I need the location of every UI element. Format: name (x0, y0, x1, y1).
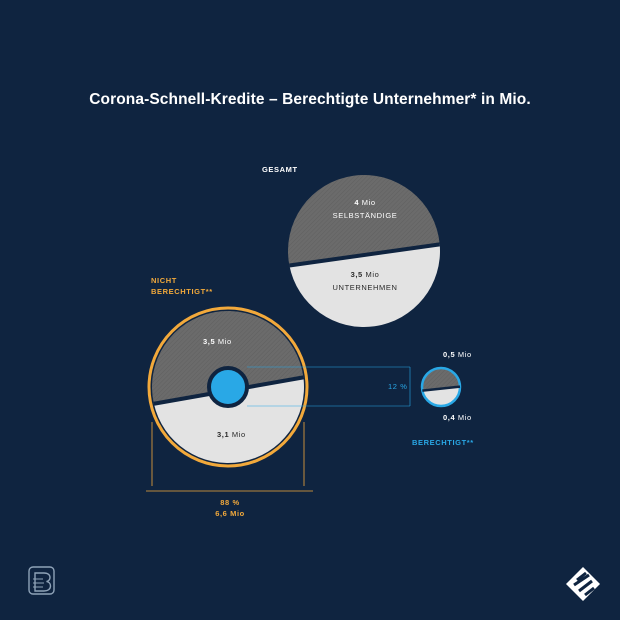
total-slice-unternehmen-value (315, 270, 415, 279)
unit: Mio (361, 198, 376, 207)
not-eligible-slice-unternehmen-value (217, 430, 246, 439)
value: 3,5 (350, 270, 363, 279)
not-eligible-slice-selbstaendige-value (203, 337, 232, 346)
eligible-title: BERECHTIGT** (412, 438, 474, 447)
eligible-pie (422, 368, 460, 406)
unit: Mio (457, 413, 472, 422)
publisher-logo-icon (29, 567, 54, 594)
unit: Mio (457, 350, 472, 359)
not-eligible-title-line2: BERECHTIGT** (151, 287, 213, 296)
total-slice-unternehmen-name: UNTERNEHMEN (332, 283, 398, 292)
eligible-slice-selbstaendige-value (443, 350, 472, 359)
not-eligible-title-line1: NICHT (151, 276, 177, 285)
value: 0,5 (443, 350, 456, 359)
total-slice-selbstaendige-value (315, 198, 415, 207)
not-eligible-pie (149, 308, 307, 466)
eligible-share-inner-circle (209, 368, 247, 406)
brand-diamond-logo-icon (566, 567, 600, 601)
unit: Mio (217, 337, 232, 346)
value: 3,5 (203, 337, 216, 346)
value: 4 (354, 198, 360, 207)
not-eligible-share-label: 88 % (220, 498, 240, 507)
total-pie-title: GESAMT (262, 165, 298, 174)
chart-title: Corona-Schnell-Kredite – Berechtigte Unternehmer* in Mio. (89, 91, 531, 108)
unit: Mio (365, 270, 380, 279)
value: 0,4 (443, 413, 456, 422)
value: 3,1 (217, 430, 230, 439)
unit: Mio (231, 430, 246, 439)
eligible-slice-unternehmen-value (443, 413, 472, 422)
eligible-share-label: 12 % (388, 382, 408, 391)
total-slice-selbstaendige-name: SELBSTÄNDIGE (332, 211, 398, 220)
not-eligible-total-label: 6,6 Mio (215, 509, 245, 518)
